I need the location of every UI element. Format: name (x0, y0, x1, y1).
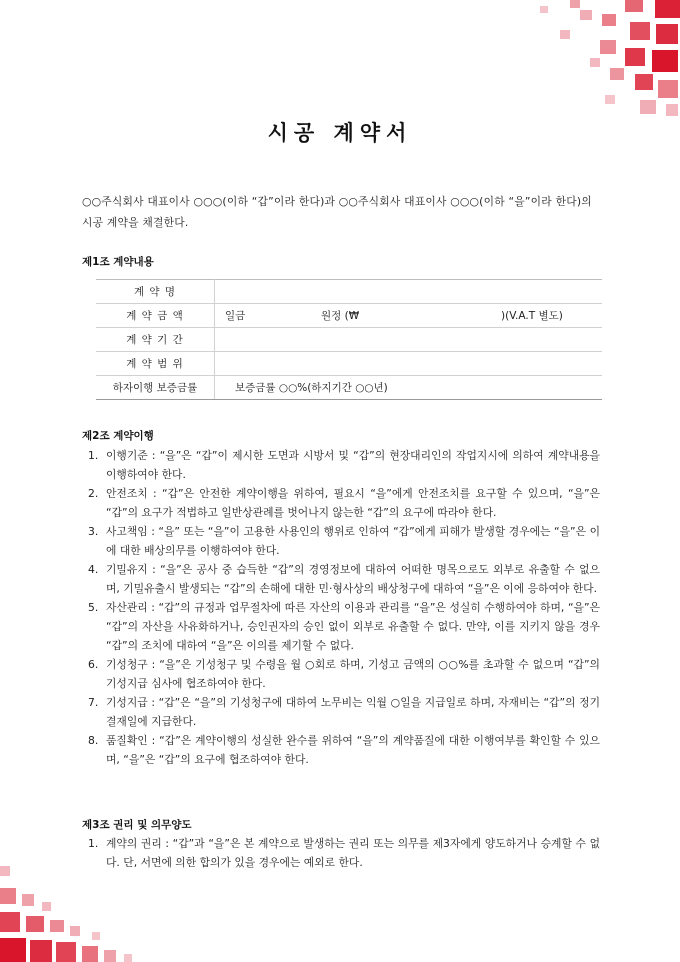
item-text: 기성청구 : “을”은 기성청구 및 수령을 월 ○회로 하며, 기성고 금액의 ○○%를 초과할 수 없으며 “갑”의 기성지급 심사에 협조하여야 한다. (106, 658, 600, 690)
contract-details-table (96, 279, 602, 400)
table-row (96, 376, 602, 400)
list-item (88, 834, 600, 872)
row-label: 계 약 금 액 (96, 304, 215, 328)
item-number: 8. (88, 734, 99, 747)
list-item (88, 484, 600, 522)
item-text: 품질확인 : “갑”은 계약이행의 성실한 완수를 위하여 “을”의 계약품질에 대한 이행여부를 확인할 수 있으며, “을”은 “갑”의 요구에 협조하여야 한다. (106, 734, 600, 766)
row-value (215, 304, 603, 328)
item-number: 4. (88, 563, 99, 576)
item-text: 이행기준 : “을”은 “갑”이 제시한 도면과 시방서 및 “갑”의 현장대리인의 작업지시에 의하여 계약내용을 이행하여야 한다. (106, 449, 600, 481)
item-text: 계약의 권리 : “갑”과 “을”은 본 계약으로 발생하는 권리 또는 의무를 제3자에게 양도하거나 승계할 수 없다. 단, 서면에 의한 합의가 있을 경우에는 예외로 한다. (106, 837, 600, 869)
list-item (88, 560, 600, 598)
table-row (96, 328, 602, 352)
item-text: 기밀유지 : “을”은 공사 중 습득한 “갑”의 경영정보에 대하여 어떠한 명목으로도 외부로 유출할 수 없으며, 기밀유출시 발생되는 “갑”의 손해에 대한 민·형사상의 배상청구에 대하여 “을”은 이에 응하여야 한다. (106, 563, 600, 595)
list-item (88, 598, 600, 655)
amount-prefix: 일금 (225, 310, 246, 322)
amount-mid: 원정 (₩ (321, 310, 360, 322)
item-number: 7. (88, 696, 99, 709)
list-item (88, 731, 600, 769)
list-item (88, 693, 600, 731)
item-text: 사고책임 : “을” 또는 “을”이 고용한 사용인의 행위로 인하여 “갑”에게 피해가 발생할 경우에는 “을”은 이에 대한 배상의무를 이행하여야 한다. (106, 525, 600, 557)
section-heading-1: 제1조 계약내용 (82, 256, 154, 268)
row-label: 계 약 기 간 (96, 328, 215, 352)
table-row (96, 304, 602, 328)
list-item (88, 522, 600, 560)
amount-suffix: )(V.A.T 별도) (501, 310, 563, 322)
table-row (96, 280, 602, 304)
section-heading-3: 제3조 권리 및 의무양도 (82, 819, 192, 831)
list-item (88, 655, 600, 693)
intro-paragraph: ○○주식회사 대표이사 ○○○(이하 “갑”이라 한다)과 ○○주식회사 대표이사 ○○○(이하 “을”이라 한다)의 시공 계약을 채결한다. (82, 195, 592, 229)
row-label: 하자이행 보증금률 (96, 376, 215, 400)
list-item (88, 446, 600, 484)
item-text: 안전조치 : “갑”은 안전한 계약이행을 위하여, 필요시 “을”에게 안전조치를 요구할 수 있으며, “을”은 “갑”의 요구가 적법하고 일반상관례를 벗어나지 않는한 “갑”의 요구에 따라야 한다. (106, 487, 600, 519)
item-number: 1. (88, 449, 99, 462)
item-text: 기성지급 : “갑”은 “을”의 기성청구에 대하여 노무비는 익월 ○일을 지급일로 하며, 자재비는 “갑”의 정기 결재일에 지급한다. (106, 696, 600, 728)
row-label: 계 약 범 위 (96, 352, 215, 376)
item-number: 5. (88, 601, 99, 614)
item-number: 3. (88, 525, 99, 538)
section3-list (88, 834, 600, 872)
item-number: 6. (88, 658, 99, 671)
table-row (96, 352, 602, 376)
row-value (215, 352, 603, 376)
page-title: 시공 계약서 (267, 121, 413, 145)
row-value: 보증금률 ○○%(하지기간 ○○년) (215, 376, 603, 400)
row-value (215, 280, 603, 304)
item-text: 자산관리 : “갑”의 규정과 업무절차에 따른 자산의 이용과 관리를 “을”은 성실히 수행하여야 하며, “을”은 “갑”의 자산을 사유화하거나, 승인권자의 승인 없이 외부로 유출할 수 없다. 만약, 이를 지키지 않을 경우 “갑”의 조치에 대하여 “을”은 이의를 제기할 수 없다. (106, 601, 600, 652)
section-heading-2: 제2조 계약이행 (82, 430, 154, 442)
item-number: 1. (88, 837, 99, 850)
row-label: 계 약 명 (96, 280, 215, 304)
section2-list (88, 446, 600, 769)
row-value (215, 328, 603, 352)
corner-decoration-top-right (430, 0, 680, 125)
item-number: 2. (88, 487, 99, 500)
